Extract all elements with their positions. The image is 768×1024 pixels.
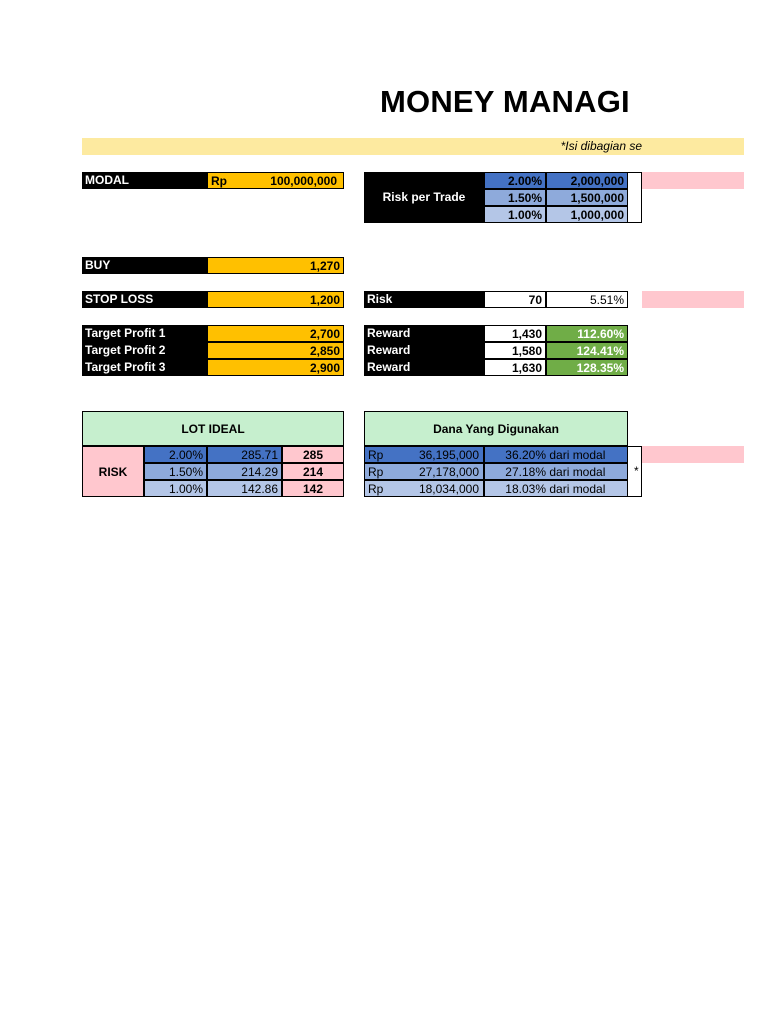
risk-highlight-bar [642,172,744,189]
lot-value-2: 214 [282,463,344,480]
stop-loss-highlight-bar [642,291,744,308]
lot-raw-1: 285.71 [207,446,282,463]
reward-1-pct: 112.60% [546,325,628,342]
lot-value-3: 142 [282,480,344,497]
reward-1-value: 1,430 [484,325,546,342]
stop-loss-input[interactable]: 1,200 [207,291,344,308]
dana-currency-2: Rp [368,465,384,479]
risk-amount-1: 2,000,000 [546,172,628,189]
lot-raw-2: 214.29 [207,463,282,480]
dana-suffix-3: dari modal [549,482,606,496]
modal-value: 100,000,000 [270,174,337,188]
risk-pct-1: 2.00% [484,172,546,189]
risk-pct: 5.51% [546,291,628,308]
dana-highlight-bar [642,446,744,463]
dana-row-1-pct-cell [484,446,628,463]
dana-currency-3: Rp [368,482,384,496]
target-3-label: Target Profit 3 [82,359,207,376]
buy-input[interactable]: 1,270 [207,257,344,274]
target-2-input[interactable]: 2,850 [207,342,344,359]
stop-loss-label: STOP LOSS [82,291,207,308]
risk-amount-2: 1,500,000 [546,189,628,206]
risk-table-edge [628,172,642,223]
dana-suffix-2: dari modal [549,465,606,479]
dana-amount-1: 36,195,000 [418,448,479,462]
risk-per-trade-label: Risk per Trade [364,172,484,223]
lot-ideal-header: LOT IDEAL [82,411,344,446]
lot-risk-label: RISK [82,446,144,497]
reward-3-value: 1,630 [484,359,546,376]
modal-input[interactable] [207,172,344,189]
dana-row-2-amount-cell [364,463,484,480]
lot-pct-3: 1.00% [144,480,207,497]
note-text: *Isi dibagian se [560,139,642,153]
dana-row-2-pct-cell [484,463,628,480]
dana-currency-1: Rp [368,448,384,462]
dana-pct-3: 18.03% [505,482,546,496]
target-1-input[interactable]: 2,700 [207,325,344,342]
risk-pct-2: 1.50% [484,189,546,206]
dana-row-3-amount-cell [364,480,484,497]
lot-value-1: 285 [282,446,344,463]
dana-overflow-mark: * [634,464,639,478]
dana-pct-2: 27.18% [505,465,546,479]
target-2-label: Target Profit 2 [82,342,207,359]
target-3-input[interactable]: 2,900 [207,359,344,376]
risk-label: Risk [364,291,484,308]
dana-header: Dana Yang Digunakan [364,411,628,446]
reward-3-pct: 128.35% [546,359,628,376]
reward-1-label: Reward [364,325,484,342]
modal-label: MODAL [82,172,207,189]
buy-label: BUY [82,257,207,274]
risk-value: 70 [484,291,546,308]
dana-amount-2: 27,178,000 [418,465,479,479]
reward-2-value: 1,580 [484,342,546,359]
dana-row-1-amount-cell [364,446,484,463]
reward-3-label: Reward [364,359,484,376]
reward-2-label: Reward [364,342,484,359]
target-1-label: Target Profit 1 [82,325,207,342]
dana-amount-3: 18,034,000 [418,482,479,496]
lot-raw-3: 142.86 [207,480,282,497]
lot-pct-1: 2.00% [144,446,207,463]
reward-2-pct: 124.41% [546,342,628,359]
modal-currency: Rp [211,174,227,188]
page-title: MONEY MANAGI [380,84,630,119]
dana-row-3-pct-cell [484,480,628,497]
lot-pct-2: 1.50% [144,463,207,480]
dana-pct-1: 36.20% [505,448,546,462]
risk-amount-3: 1,000,000 [546,206,628,223]
risk-pct-3: 1.00% [484,206,546,223]
dana-suffix-1: dari modal [549,448,606,462]
